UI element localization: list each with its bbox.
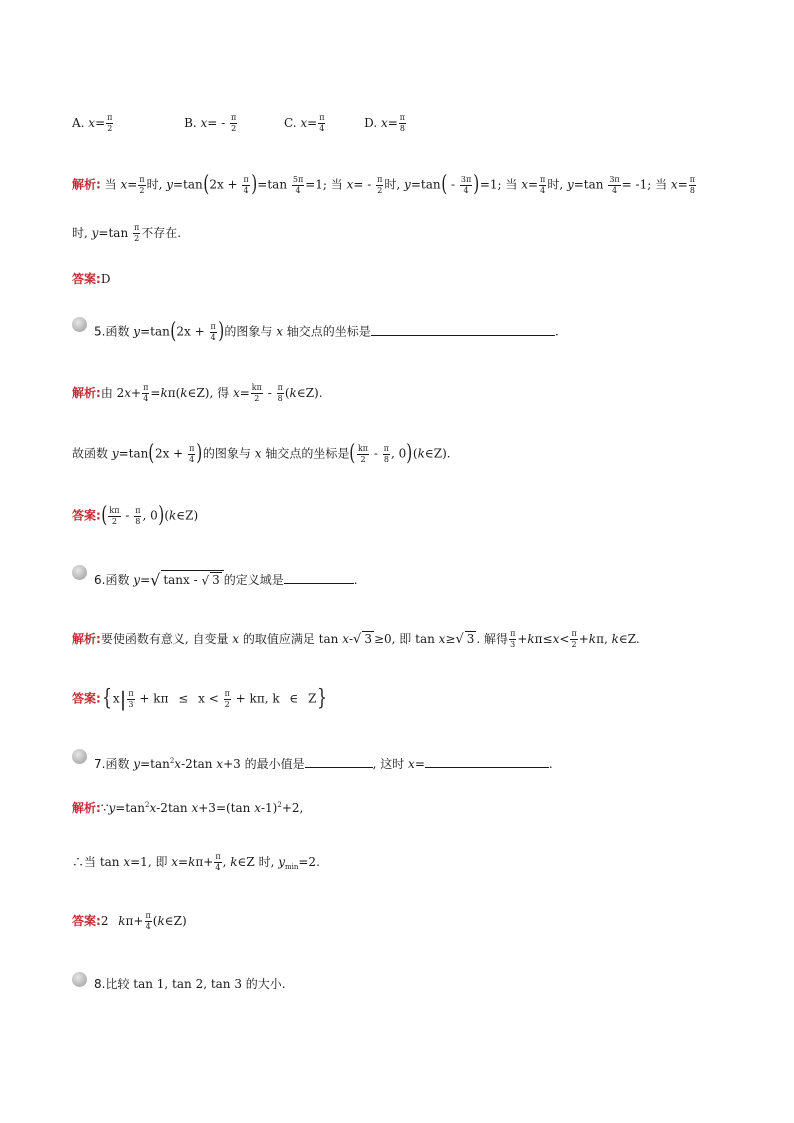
q4-answer-value: D	[100, 272, 111, 286]
answer-label: 答案:	[72, 691, 101, 706]
q7-x-blank[interactable]	[425, 756, 549, 768]
q4-answer	[72, 273, 110, 285]
q6-analysis-line1: 解析:要使函数有意义, 自变量 x 的取值应满足 tan x-√ 3 ≥0, 即 tan x≥√ 3 . 解得 $\frac{\pi}{3}$ +kπ≤x< $\frac{\pi}{2}$ +kπ, k∈Z.	[72, 629, 640, 649]
q7-analysis-line2: ∴当 tan x=1, 即 x=kπ+ $\frac{\pi}{4}$ , k∈Z 时, $y_{min}=2$.	[72, 852, 320, 872]
q5-answer: 答案:( $\frac{k\pi}{2}$ - $\frac{\pi}{8}$ , 0)(k∈Z)	[72, 503, 199, 528]
q6-answer-blank[interactable]	[284, 572, 354, 584]
analysis-label: 解析:	[72, 386, 101, 400]
q7-min-blank[interactable]	[305, 756, 373, 768]
analysis-label: 解析:	[72, 177, 101, 192]
q7-number: 7.	[94, 757, 106, 771]
answer-label: 答案:	[72, 508, 101, 523]
q8-number: 8.	[94, 977, 106, 991]
q5-number: 5.	[94, 324, 106, 339]
q5-answer-blank[interactable]	[371, 324, 555, 336]
q5-analysis-line2: 故函数 y=tan(2x + $\frac{\pi}{4}$ )的图象与 x 轴交点的坐标是( $\frac{k\pi}{2}$ - $\frac{\pi}{8}$ , 0)(k∈Z).	[72, 441, 451, 466]
q7-question: 7.函数 $y=\tan^2x-2\tan$ x+3 的最小值是 , 这时 x= .	[94, 757, 553, 771]
question-bullet-icon	[72, 565, 87, 580]
q4-analysis-line1: 解析: 当 x= $\frac{\pi}{2}$ 时, y=tan(2x + $\frac{\pi}{4}$ )=tan $\frac{5\pi}{4}$ =1; 当 x= - $\frac{\pi}{2}$ 时, y=tan( - $\frac{3\pi}{4}$ )=1; 当 x= $\frac{\pi}{4}$ 时, y=tan $\frac{3\pi}{4}$ = -1; 当 x= $\frac{\pi}{8}$	[72, 172, 696, 197]
q8-question	[94, 978, 286, 990]
question-bullet-icon	[72, 972, 87, 987]
answer-label: 答案:	[72, 914, 101, 928]
analysis-label: 解析:	[72, 801, 101, 815]
option-a: A. x= $\frac{\pi}{2}$	[72, 113, 113, 133]
q4-analysis-line2: 时, y=tan $\frac{\pi}{2}$ 不存在.	[72, 223, 182, 243]
option-c: C. x= $\frac{\pi}{4}$	[283, 113, 325, 133]
q6-answer: 答案:{x| $\frac{\pi}{3}$ + kπ ≤ x < $\frac{\pi}{2}$ + kπ, k ∈ Z}	[72, 686, 328, 711]
answer-label: 答案:	[72, 272, 101, 286]
analysis-label: 解析:	[72, 632, 101, 646]
answer-options	[72, 114, 407, 133]
q7-analysis-line1: 解析$:\because y=\tan^2x-2\tan$ x+3=(tan x-1)$^2$+2,	[72, 801, 304, 815]
question-bullet-icon	[72, 749, 87, 764]
option-b: B. x= - $\frac{\pi}{2}$	[184, 113, 237, 133]
question-bullet-icon	[72, 317, 87, 332]
q8-question-text: 比较 tan 1, tan 2, tan 3 的大小.	[105, 977, 286, 991]
option-d: D. x= $\frac{\pi}{8}$	[364, 113, 406, 133]
q7-answer: 答案:2 kπ+ $\frac{\pi}{4}$ (k∈Z)	[72, 911, 187, 931]
q5-analysis-line1: 解析:由 2x+ $\frac{\pi}{4}$ =kπ(k∈Z), 得 x= $\frac{k\pi}{2}$ - $\frac{\pi}{8}$ (k∈Z).	[72, 383, 323, 403]
q5-question: 5.函数 y=tan(2x + $\frac{\pi}{4}$ )的图象与 x 轴交点的坐标是 .	[94, 319, 559, 344]
q6-question: 6.函数 y=√ tanx - √ 3 的定义域是 .	[94, 570, 358, 590]
q6-number: 6.	[94, 573, 106, 587]
